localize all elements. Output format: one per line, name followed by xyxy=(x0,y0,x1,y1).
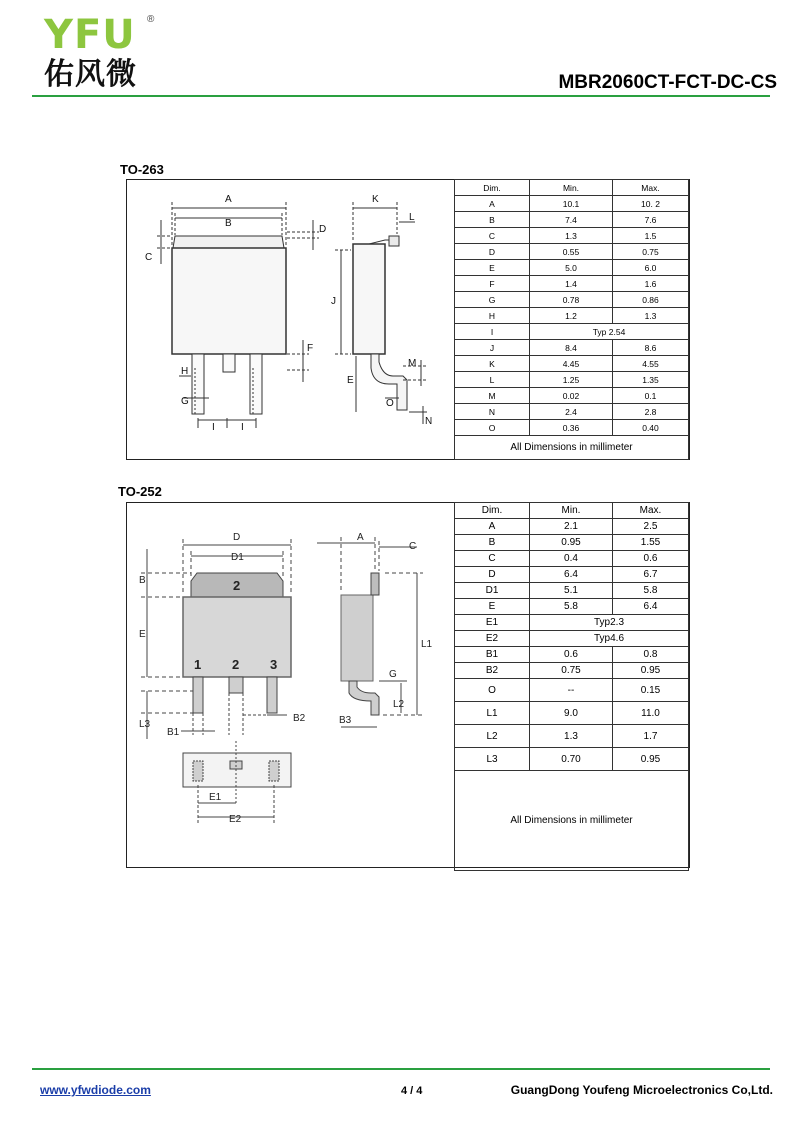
table-note-row xyxy=(455,436,689,460)
logo-chinese-name: 佑风微 xyxy=(44,57,137,92)
dim-cell: I xyxy=(455,324,530,340)
min-cell: 0.6 xyxy=(530,647,613,663)
max-cell: 1.6 xyxy=(613,276,689,292)
to263-outline-drawing xyxy=(127,180,453,459)
max-cell: 0.15 xyxy=(613,679,689,702)
max-cell: 7.6 xyxy=(613,212,689,228)
pin-2-number: 2 xyxy=(232,657,240,672)
dim-label-B: B xyxy=(139,575,146,586)
table-row xyxy=(455,567,689,583)
table-row xyxy=(455,702,689,725)
table-row xyxy=(455,535,689,551)
dim-cell: E xyxy=(455,260,530,276)
to252-dimension-table xyxy=(454,502,689,871)
dim-cell: L1 xyxy=(455,702,530,725)
table-row xyxy=(455,647,689,663)
max-cell: 5.8 xyxy=(613,583,689,599)
to263-section-title: TO-263 xyxy=(120,162,164,177)
dim-label-A: A xyxy=(225,194,232,205)
dim-cell: M xyxy=(455,388,530,404)
dim-cell: J xyxy=(455,340,530,356)
max-cell: 0.95 xyxy=(613,748,689,771)
dim-label-O: O xyxy=(386,398,394,409)
min-cell: 0.55 xyxy=(530,244,613,260)
dim-cell: F xyxy=(455,276,530,292)
table-row xyxy=(455,725,689,748)
min-cell: 0.70 xyxy=(530,748,613,771)
min-cell: 2.1 xyxy=(530,519,613,535)
min-cell: 0.4 xyxy=(530,551,613,567)
max-cell: 4.55 xyxy=(613,356,689,372)
max-cell: 1.7 xyxy=(613,725,689,748)
min-cell: 4.45 xyxy=(530,356,613,372)
dim-cell: K xyxy=(455,356,530,372)
dim-cell: L xyxy=(455,372,530,388)
table-header-cell: Min. xyxy=(530,180,613,196)
max-cell: 0.86 xyxy=(613,292,689,308)
to263-dimension-table xyxy=(454,179,689,460)
min-cell: 0.75 xyxy=(530,663,613,679)
dim-label-L2: L2 xyxy=(393,699,405,710)
dim-cell: N xyxy=(455,404,530,420)
max-cell: 0.95 xyxy=(613,663,689,679)
dim-label-I-1: I xyxy=(212,422,215,433)
table-row xyxy=(455,196,689,212)
table-row xyxy=(455,551,689,567)
table-header-row xyxy=(455,503,689,519)
table-row xyxy=(455,356,689,372)
table-row xyxy=(455,340,689,356)
max-cell: 0.8 xyxy=(613,647,689,663)
min-cell: 10.1 xyxy=(530,196,613,212)
dim-cell: O xyxy=(455,420,530,436)
dim-label-D1: D1 xyxy=(231,552,244,563)
dim-label-M: M xyxy=(408,358,417,369)
table-row xyxy=(455,420,689,436)
max-cell: 0.40 xyxy=(613,420,689,436)
table-row xyxy=(455,260,689,276)
table-header-cell: Max. xyxy=(613,180,689,196)
dim-cell: C xyxy=(455,551,530,567)
min-cell: 2.4 xyxy=(530,404,613,420)
table-row xyxy=(455,599,689,615)
min-cell: 5.0 xyxy=(530,260,613,276)
table-row xyxy=(455,404,689,420)
dim-label-N: N xyxy=(425,416,433,427)
dim-cell: B xyxy=(455,535,530,551)
min-cell: 7.4 xyxy=(530,212,613,228)
dim-cell: A xyxy=(455,519,530,535)
dim-label-C: C xyxy=(145,252,153,263)
dim-label-E: E xyxy=(347,375,354,386)
dim-label-I-2: I xyxy=(241,422,244,433)
table-row xyxy=(455,388,689,404)
website-link[interactable]: www.yfwdiode.com xyxy=(40,1083,151,1097)
to252-outline-drawing xyxy=(127,503,453,867)
dim-label-B3: B3 xyxy=(339,715,352,726)
dim-label-H: H xyxy=(181,366,189,377)
table-row xyxy=(455,324,689,340)
table-row xyxy=(455,679,689,702)
max-cell: 2.8 xyxy=(613,404,689,420)
table-row xyxy=(455,519,689,535)
dim-cell: D xyxy=(455,567,530,583)
page-number: 4 / 4 xyxy=(401,1085,423,1097)
dim-label-F: F xyxy=(307,343,314,354)
dim-cell: B2 xyxy=(455,663,530,679)
table-header-cell: Dim. xyxy=(455,180,530,196)
footer-rule xyxy=(32,1068,770,1070)
dim-label-D: D xyxy=(233,532,241,543)
min-cell: 1.25 xyxy=(530,372,613,388)
dim-label-E1: E1 xyxy=(209,792,222,803)
min-cell: 6.4 xyxy=(530,567,613,583)
dim-label-L1: L1 xyxy=(421,639,433,650)
max-cell: 1.55 xyxy=(613,535,689,551)
table-header-cell: Min. xyxy=(530,503,613,519)
dim-cell: G xyxy=(455,292,530,308)
dim-cell: E xyxy=(455,599,530,615)
min-cell: 5.1 xyxy=(530,583,613,599)
dim-label-D: D xyxy=(319,224,327,235)
pin-3-number: 3 xyxy=(270,657,278,672)
dim-label-G: G xyxy=(389,669,397,680)
dim-label-B: B xyxy=(225,218,232,229)
dim-label-B2: B2 xyxy=(293,713,306,724)
table-row xyxy=(455,276,689,292)
dim-cell: D xyxy=(455,244,530,260)
table-row xyxy=(455,292,689,308)
min-cell: 0.95 xyxy=(530,535,613,551)
dim-label-C: C xyxy=(409,541,417,552)
table-row xyxy=(455,748,689,771)
dim-cell: A xyxy=(455,196,530,212)
pin-1-number: 1 xyxy=(194,657,202,672)
dim-cell: E1 xyxy=(455,615,530,631)
table-row xyxy=(455,372,689,388)
dim-cell: D1 xyxy=(455,583,530,599)
max-cell: 6.4 xyxy=(613,599,689,615)
min-cell: -- xyxy=(530,679,613,702)
dim-label-K: K xyxy=(372,194,379,205)
min-cell: 1.4 xyxy=(530,276,613,292)
dim-label-B1: B1 xyxy=(167,727,180,738)
max-cell: 11.0 xyxy=(613,702,689,725)
typ-cell: Typ2.3 xyxy=(530,615,689,631)
table-row xyxy=(455,212,689,228)
dim-cell: C xyxy=(455,228,530,244)
max-cell: 10. 2 xyxy=(613,196,689,212)
max-cell: 0.1 xyxy=(613,388,689,404)
table-row xyxy=(455,583,689,599)
dim-cell: E2 xyxy=(455,631,530,647)
min-cell: 1.3 xyxy=(530,228,613,244)
table-row xyxy=(455,308,689,324)
min-cell: 0.36 xyxy=(530,420,613,436)
to252-package-panel xyxy=(126,502,690,868)
min-cell: 9.0 xyxy=(530,702,613,725)
to263-package-panel xyxy=(126,179,690,460)
units-note: All Dimensions in millimeter xyxy=(455,436,689,460)
dim-cell: O xyxy=(455,679,530,702)
dim-cell: H xyxy=(455,308,530,324)
logo-text: YFU xyxy=(44,12,136,58)
min-cell: 0.78 xyxy=(530,292,613,308)
dim-label-A: A xyxy=(357,532,364,543)
typ-cell: Typ 2.54 xyxy=(530,324,689,340)
part-number-title: MBR2060CT-FCT-DC-CS xyxy=(558,72,777,93)
table-row xyxy=(455,228,689,244)
tab-pin-number: 2 xyxy=(233,578,241,593)
max-cell: 2.5 xyxy=(613,519,689,535)
dim-label-J: J xyxy=(331,296,336,307)
company-logo xyxy=(40,12,170,94)
dim-cell: B1 xyxy=(455,647,530,663)
max-cell: 1.3 xyxy=(613,308,689,324)
max-cell: 1.35 xyxy=(613,372,689,388)
max-cell: 0.6 xyxy=(613,551,689,567)
table-row xyxy=(455,663,689,679)
table-header-row xyxy=(455,180,689,196)
header-rule xyxy=(32,95,770,97)
to252-section-title: TO-252 xyxy=(118,484,162,499)
table-row xyxy=(455,631,689,647)
max-cell: 0.75 xyxy=(613,244,689,260)
max-cell: 6.0 xyxy=(613,260,689,276)
dim-cell: B xyxy=(455,212,530,228)
table-header-cell: Max. xyxy=(613,503,689,519)
table-row xyxy=(455,615,689,631)
dim-cell: L3 xyxy=(455,748,530,771)
dim-cell: L2 xyxy=(455,725,530,748)
dim-label-E: E xyxy=(139,629,146,640)
min-cell: 5.8 xyxy=(530,599,613,615)
typ-cell: Typ4.6 xyxy=(530,631,689,647)
dim-label-G: G xyxy=(181,396,189,407)
table-header-cell: Dim. xyxy=(455,503,530,519)
dim-label-E2: E2 xyxy=(229,814,242,825)
dim-label-L3: L3 xyxy=(139,719,151,730)
max-cell: 1.5 xyxy=(613,228,689,244)
max-cell: 6.7 xyxy=(613,567,689,583)
registered-mark: ® xyxy=(147,14,155,25)
company-name: GuangDong Youfeng Microelectronics Co,Ltd. xyxy=(510,1083,773,1097)
min-cell: 8.4 xyxy=(530,340,613,356)
min-cell: 0.02 xyxy=(530,388,613,404)
min-cell: 1.2 xyxy=(530,308,613,324)
units-note: All Dimensions in millimeter xyxy=(455,771,689,871)
table-row xyxy=(455,244,689,260)
dim-label-L: L xyxy=(409,212,415,223)
min-cell: 1.3 xyxy=(530,725,613,748)
table-note-row xyxy=(455,771,689,871)
max-cell: 8.6 xyxy=(613,340,689,356)
